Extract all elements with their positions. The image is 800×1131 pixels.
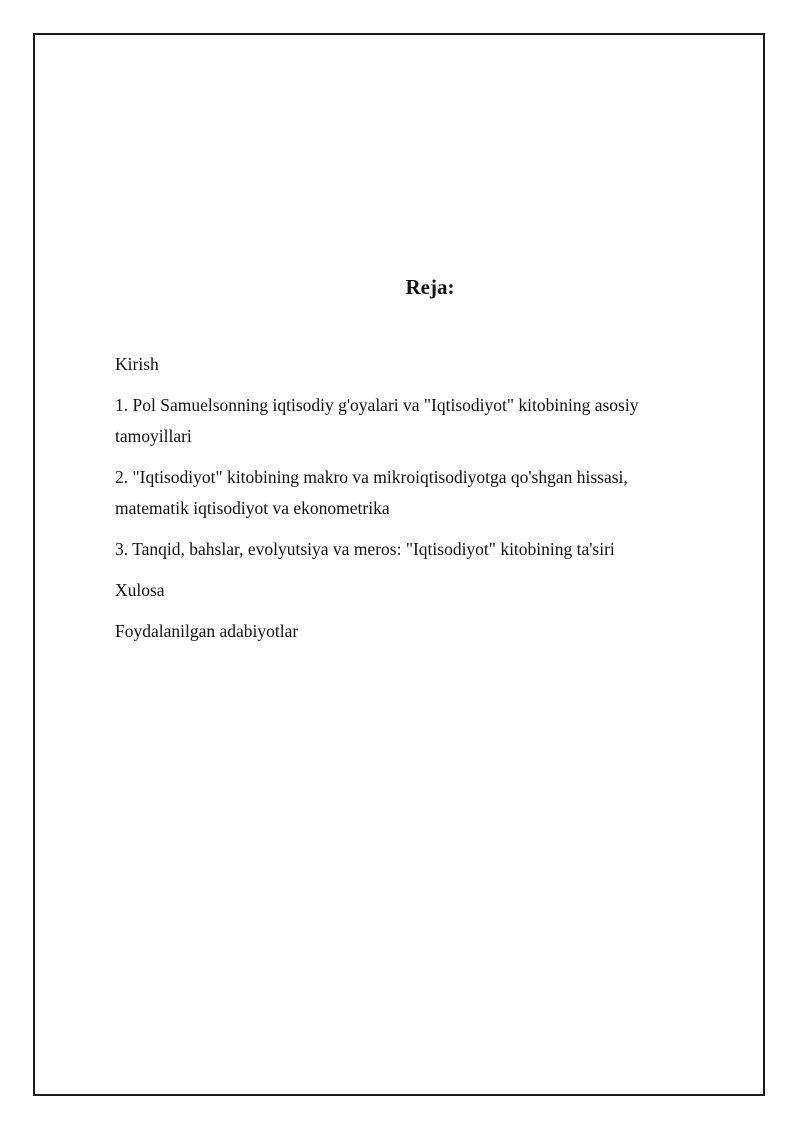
plan-item-chapter-3: 3. Tanqid, bahslar, evolyutsiya va meros: "Iqtisodiyot" kitobining ta'siri <box>115 539 615 559</box>
plan-item-chapter-1: 1. Pol Samuelsonning iqtisodiy g'oyalari va "Iqtisodiyot" kitobining asosiy tamoyillari <box>115 395 639 446</box>
plan-item-chapter-2: 2. "Iqtisodiyot" kitobining makro va mikroiqtisodiyotga qo'shgan hissasi, matematik iqtisodiyot va ekonometrika <box>115 467 628 518</box>
plan-item-references: Foydalanilgan adabiyotlar <box>115 621 299 641</box>
plan-item-conclusion: Xulosa <box>115 580 165 600</box>
document-title: Reja: <box>405 275 455 299</box>
plan-list <box>115 349 695 657</box>
plan-item-introduction: Kirish <box>115 354 159 374</box>
